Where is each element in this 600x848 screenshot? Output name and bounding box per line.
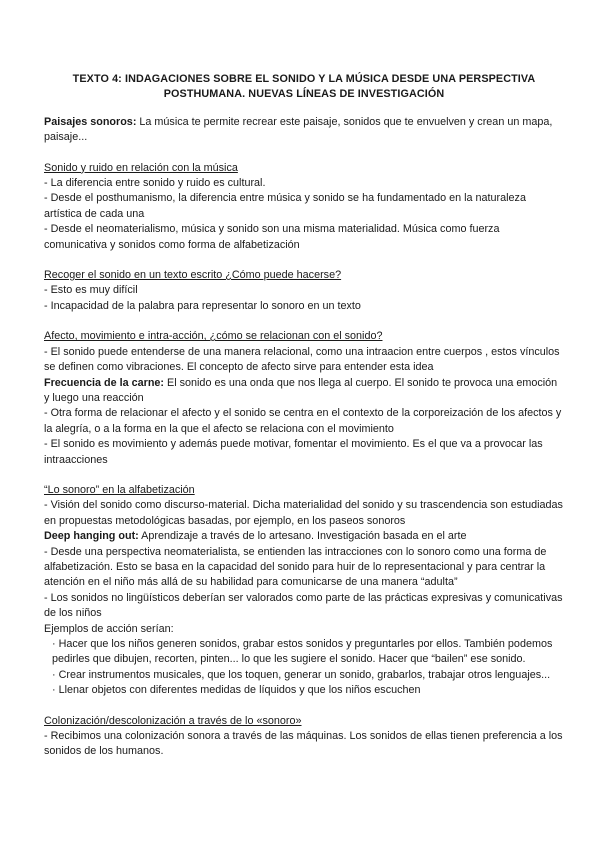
list-item: - Recibimos una colonización sonora a través de las máquinas. Los sonidos de ellas tienen preferencia a los sonidos de los humanos. <box>44 730 563 758</box>
section-heading: “Lo sonoro” en la alfabetización <box>44 483 195 496</box>
section-colonizacion <box>44 714 564 760</box>
bold-label: Deep hanging out: <box>44 530 139 543</box>
list-item: - Visión del sonido como discurso-material. Dicha materialidad del sonido y su trascendencia son estudiadas en propuestas metodológicas basadas, por ejemplo, en los paseos sonoros <box>44 499 563 527</box>
list-item: - El sonido es movimiento y además puede motivar, fomentar el movimiento. Es el que va a provocar las intraacciones <box>44 438 543 466</box>
list-item: - Otra forma de relacionar el afecto y el sonido se centra en el contexto de la corporeización de los afectos y la alegría, o a la forma en la que el afecto se relaciona con el movimiento <box>44 407 562 435</box>
section-recoger-sonido <box>44 268 564 314</box>
example-item: · Crear instrumentos musicales, que los toquen, generar un sonido, grabarlos, trabajar otros lenguajes... <box>52 668 551 681</box>
bold-label-text: Aprendizaje a través de lo artesano. Investigación basada en el arte <box>138 530 467 543</box>
list-item <box>44 376 564 407</box>
document-page <box>44 72 564 760</box>
examples-label: Ejemplos de acción serían: <box>44 622 174 635</box>
intro-label: Paisajes sonoros: <box>44 115 137 128</box>
list-item: - Los sonidos no lingüísticos deberían ser valorados como parte de las prácticas expresivas y comunicativas de los niños <box>44 591 563 620</box>
list-item: - La diferencia entre sonido y ruido es cultural. <box>44 177 266 190</box>
section-heading: Afecto, movimiento e intra-acción, ¿cómo se relacionan con el sonido? <box>44 330 383 343</box>
section-heading: Sonido y ruido en relación con la música <box>44 161 238 174</box>
bold-label: Frecuencia de la carne: <box>44 376 165 389</box>
section-sonido-ruido <box>44 161 564 253</box>
title-line-1: TEXTO 4: INDAGACIONES SOBRE EL SONIDO Y LA MÚSICA DESDE UNA PERSPECTIVA <box>72 73 536 85</box>
document-title <box>44 72 564 103</box>
intro-text: La música te permite recrear este paisaje, sonidos que te envuelven y crean un mapa, paisaje... <box>44 115 553 144</box>
section-afecto-movimiento <box>44 329 564 468</box>
list-item: - Desde una perspectiva neomaterialista, se entienden las intracciones con lo sonoro como una forma de alfabetización. Esto se basa en la capacidad del sonido para huir de lo representacional y para centrar la atención en el niño más allá de su habilidad para comunicarse de una manera “adulta” <box>44 545 547 589</box>
section-heading: Colonización/descolonización a través de lo «sonoro» <box>44 714 302 727</box>
bold-label-text: El sonido es una onda que nos llega al cuerpo. El sonido te provoca una emoción y luego una reacción <box>44 376 558 404</box>
list-item: - Desde el neomaterialismo, música y sonido son una misma materialidad. Música como fuerza comunicativa y sonidos como forma de alfabetización <box>44 223 500 251</box>
example-item: · Llenar objetos con diferentes medidas de líquidos y que los niños escuchen <box>52 684 421 697</box>
list-item: - El sonido puede entenderse de una manera relacional, como una intraacion entre cuerpos , estos vínculos se definen como vibraciones. El concepto de afecto sirve para entender esta idea <box>44 345 560 374</box>
list-item: - Desde el posthumanismo, la diferencia entre música y sonido se ha fundamentado en la naturaleza artística de cada una <box>44 192 526 220</box>
example-item: · Hacer que los niños generen sonidos, grabar estos sonidos y preguntarles por ellos. También podemos pedirles que dibujen, recorten, pinten... lo que les sugiere el sonido. Hacer que “bailen” ese sonido. <box>52 638 553 666</box>
intro-paragraph <box>44 115 564 146</box>
list-item <box>44 529 564 544</box>
section-heading: Recoger el sonido en un texto escrito ¿Cómo puede hacerse? <box>44 269 342 282</box>
list-item: - Esto es muy difícil <box>44 284 138 297</box>
section-lo-sonoro <box>44 483 564 699</box>
title-line-2: POSTHUMANA. NUEVAS LÍNEAS DE INVESTIGACIÓN <box>163 88 445 101</box>
list-item: - Incapacidad de la palabra para representar lo sonoro en un texto <box>44 299 361 312</box>
